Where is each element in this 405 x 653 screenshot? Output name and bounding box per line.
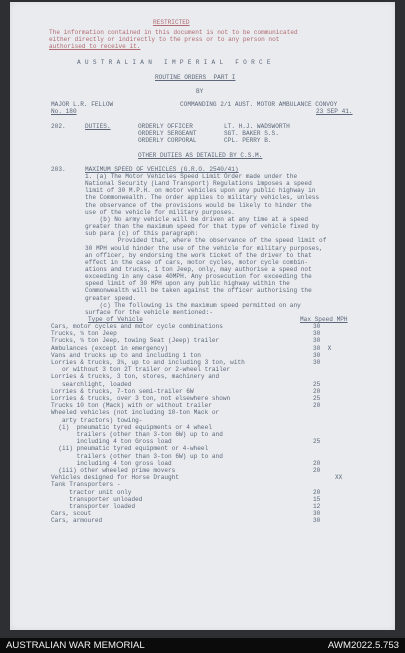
- table-row-speed: 30: [313, 510, 321, 518]
- table-row-type: Lorries & trucks, over 3 ton, not elsewhere shown: [51, 395, 231, 402]
- table-row-type: Lorries & trucks, 3 ton, stores, machinery and: [51, 373, 220, 381]
- table-row-speed: 30: [313, 359, 321, 366]
- table-row-speed: 20: [313, 402, 321, 410]
- table-row-type: Cars, armoured: [51, 517, 103, 525]
- table-row-type: (i) pneumatic tyred equipments or 4 wheel: [51, 423, 212, 431]
- table-row-type: Vehicles designed for Horse Draught: [51, 474, 179, 482]
- table-row-type: Lorries & trucks, 3¼, up to and including 3 ton, with: [51, 359, 245, 366]
- table-row-speed: 25: [313, 438, 321, 446]
- order-number: No. 180: [51, 108, 77, 115]
- force-heading: A U S T R A L I A N I M P E R I A L F O R C E: [77, 59, 271, 66]
- table-row-speed: 30: [313, 517, 321, 525]
- table-row-type: Trucks 10 ton (Mack) with or without trailer: [51, 402, 212, 410]
- commander-name: MAJOR L.R. FELLOW: [51, 101, 114, 108]
- body-line: 30 MPH would hinder the use of the vehicle for military purposes,: [85, 244, 323, 252]
- other-duties: OTHER DUTIES AS DETAILED BY C.S.M.: [138, 152, 263, 159]
- body-line: National Security (Land Transport) Regulations imposes a speed: [85, 180, 312, 188]
- table-row-speed: 20: [313, 459, 321, 467]
- table-header-type: Type of Vehicle: [88, 316, 143, 323]
- body-line: surface for the vehicle mentioned:-: [85, 308, 213, 316]
- body-line: Provided that, where the observance of the speed limit of: [85, 237, 327, 245]
- body-line: use of the vehicle for military purposes.: [85, 208, 235, 216]
- duty-role: ORDERLY SERGEANT: [138, 130, 197, 137]
- caption-bar: [0, 638, 405, 653]
- table-row-type: trailers (other than 3-ton 6W) up to and: [51, 431, 223, 438]
- table-row-type: Ambulances (except in emergency): [51, 344, 169, 352]
- table-row-speed: XX: [313, 474, 343, 482]
- duties-number: 202.: [51, 123, 66, 130]
- body-line: (c) The following is the maximum speed permitted on any: [85, 301, 301, 309]
- table-row-type: tractor unit only: [51, 488, 132, 496]
- body-line: Commonwealth will be taken against the officer authorising the: [85, 287, 312, 295]
- notice-line-1: The information contained in this document is not to be communicated: [49, 29, 298, 36]
- table-row-type: Lorries & trucks, 7-ton semi-trailer 6W: [51, 387, 194, 395]
- body-line: effect in the case of cars, motor cycles, motor cycle combin-: [85, 258, 309, 266]
- table-header-speed: Max Speed MPH: [300, 316, 348, 323]
- table-row-speed: 20: [313, 488, 321, 496]
- by-label: BY: [196, 88, 204, 95]
- table-row-type: including 4 ton Gross load: [51, 438, 172, 446]
- table-row-type: Vans and trucks up to and including 1 ton: [51, 351, 201, 359]
- table-row-speed: 12: [313, 503, 321, 510]
- body-line: the Commonwealth. The order applies to military vehicles, unless: [85, 194, 320, 202]
- duties-label: DUTIES.: [85, 123, 111, 130]
- notice-line-3: authorised to receive it.: [49, 43, 141, 50]
- table-row-type: (ii) pneumatic tyred equipment or 4-wheel: [51, 445, 209, 453]
- body-line: the observance of the provisions would be likely to hinder the: [85, 201, 312, 209]
- document-page: [10, 2, 395, 630]
- table-row-type: or without 3 ton 2T trailer or 2-wheel trailer: [51, 366, 231, 374]
- footer-institution: AUSTRALIAN WAR MEMORIAL: [6, 640, 145, 651]
- table-row-type: arty tractors) towing-: [51, 416, 143, 424]
- body-line: greater than the maximum speed for that type of vehicle fixed by: [85, 223, 320, 231]
- table-row-speed: 20: [313, 467, 321, 474]
- body-line: speed limit of 30 MPH upon any public highway within the: [85, 280, 290, 288]
- restricted-heading: RESTRICTED: [153, 19, 190, 26]
- commander-unit: COMMANDING 2/1 AUST. MOTOR AMBULANCE CONVOY: [180, 101, 338, 108]
- item-number: 203.: [51, 166, 66, 173]
- body-line: greater speed.: [85, 294, 137, 302]
- body-line: (b) No army vehicle will be driven at any time at a speed: [85, 215, 309, 223]
- table-row-speed: 20: [313, 387, 321, 395]
- order-date: 23 SEP 41.: [316, 108, 353, 115]
- table-row-type: Cars, scout: [51, 510, 92, 518]
- body-line: sub para (c) of this paragraph:: [85, 230, 199, 238]
- body-line: an officer, by endorsing the work ticket of the driver to that: [85, 251, 312, 259]
- table-row-speed: 30: [313, 337, 321, 345]
- table-row-type: transporter unloaded: [51, 495, 143, 503]
- table-row-speed: 30: [313, 323, 321, 330]
- body-line: ations and trucks, 1 ton Jeep, only, may authorise a speed not: [85, 265, 312, 273]
- body-line: limit of 30 M.P.H. on motor vehicles upon any public highway in: [85, 187, 316, 195]
- table-row-speed: 30 X: [313, 344, 332, 352]
- table-row-type: Trucks, ¼ ton Jeep, towing Seat (Jeep) trailer: [51, 337, 220, 345]
- table-row-type: transporter loaded: [51, 503, 136, 510]
- table-row-type: trailers (other than 3-ton 6W) up to and: [51, 452, 223, 460]
- table-row-speed: 25: [313, 380, 321, 388]
- table-row-speed: 15: [313, 495, 321, 503]
- duty-person: CPL. PERRY B.: [224, 137, 272, 144]
- table-row-type: searchlight, loaded: [51, 380, 132, 388]
- duty-person: SGT. BAKER S.S.: [224, 130, 279, 137]
- body-line: 1. (a) The Motor Vehicles Speed Limit Order made under the: [85, 173, 298, 180]
- notice-line-2: either directly or indirectly to the press or to any person not: [49, 36, 280, 43]
- duty-role: ORDERLY OFFICER: [138, 123, 193, 130]
- table-row-type: Wheeled vehicles (not including 10-ton Mack or: [51, 409, 220, 417]
- table-row-type: including 4 ton gross load: [51, 459, 172, 467]
- table-row-speed: 30: [313, 351, 321, 359]
- duty-role: ORDERLY CORPORAL: [138, 137, 197, 144]
- item-title: MAXIMUM SPEED OF VEHICLES (G.R.O. 2540/41): [85, 166, 239, 173]
- table-row-type: Tank Transporters -: [51, 481, 121, 489]
- table-row-speed: 25: [313, 395, 321, 402]
- body-line: exceeding in any case 40MPH. Any prosecution for exceeding the: [85, 273, 312, 281]
- table-row-type: (iii) other wheeled prime movers: [51, 467, 176, 474]
- duty-person: LT. H.J. WADSWORTH: [224, 123, 290, 130]
- table-row-speed: 30: [313, 330, 321, 338]
- orders-title: ROUTINE ORDERS PART I: [155, 74, 236, 81]
- table-row-type: Cars, motor cycles and motor cycle combinations: [51, 323, 223, 330]
- footer-accession: AWM2022.5.753: [327, 640, 399, 651]
- table-row-type: Trucks, ¼ ton Jeep: [51, 330, 117, 338]
